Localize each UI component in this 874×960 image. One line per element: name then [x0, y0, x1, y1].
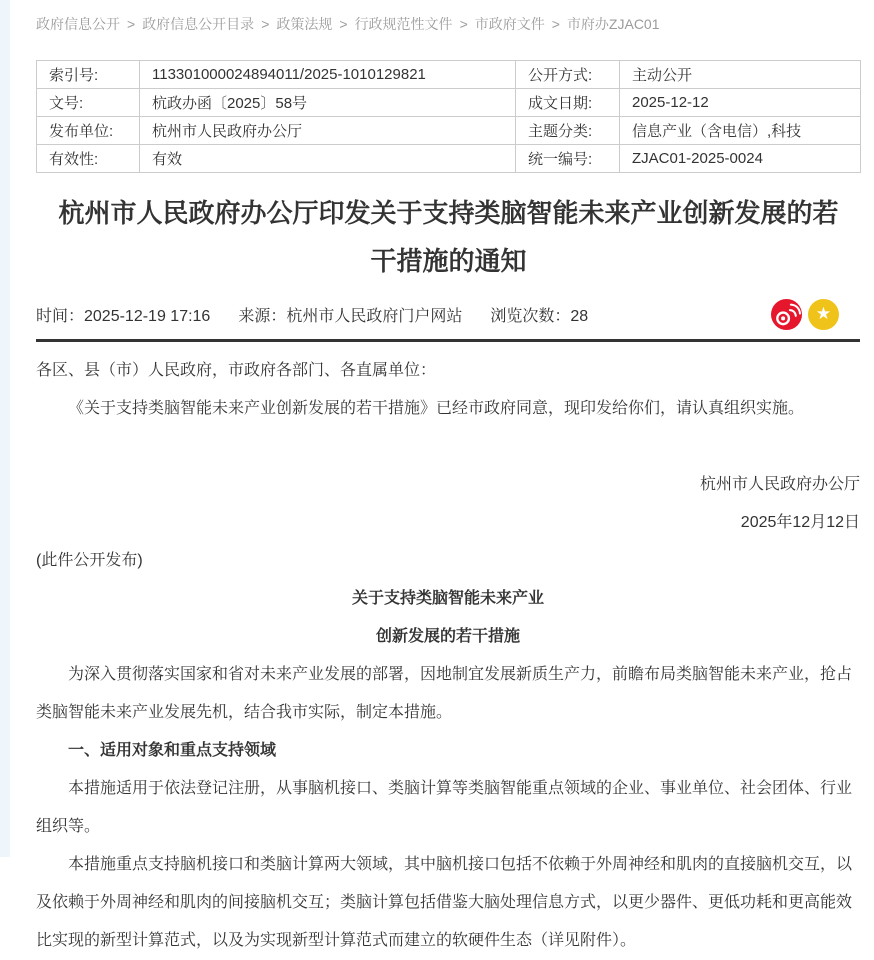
table-row	[37, 89, 861, 117]
field-value: 信息产业（含电信）,科技	[620, 117, 861, 145]
article-paragraph: (此件公开发布)	[36, 552, 143, 569]
article-meta-row	[36, 295, 861, 333]
field-value: 杭政办函〔2025〕58号	[140, 89, 516, 117]
article-paragraph: 《关于支持类脑智能未来产业创新发展的若干措施》已经市政府同意，现印发给你们，请认真组织实施。	[68, 400, 805, 417]
breadcrumb-separator: >	[127, 16, 136, 32]
content-area	[10, 0, 874, 949]
article-paragraph: 一、适用对象和重点支持领域	[68, 742, 277, 759]
breadcrumb-separator: >	[261, 16, 270, 32]
breadcrumb-separator: >	[339, 16, 348, 32]
article-paragraph: 本措施重点支持脑机接口和类脑计算两大领域，其中脑机接口包括不依赖于外周神经和肌肉的直接脑机交互，以及依赖于外周神经和肌肉的间接脑机交互；类脑计算包括借鉴大脑处理信息方式，以更少器件、更低功耗和更高能效比实现的新型计算范式，以及为实现新型计算范式而建立的软硬件生态（详见附件）。	[36, 856, 853, 949]
field-label: 公开方式:	[516, 61, 620, 89]
qzone-star-icon: ★	[815, 303, 832, 323]
meta-item: 时间：2025-12-19 17:16	[36, 307, 211, 325]
breadcrumb-item[interactable]: 政府信息公开目录	[142, 16, 255, 32]
document-info-table	[36, 60, 861, 173]
field-value: 2025-12-12	[620, 89, 861, 117]
breadcrumb-item[interactable]: 政策法规	[276, 16, 333, 32]
share-qzone-button[interactable]	[808, 299, 839, 330]
table-row	[37, 117, 861, 145]
breadcrumb-item[interactable]: 政府信息公开	[36, 16, 120, 32]
field-value: 113301000024894011/2025-1010129821	[140, 61, 516, 89]
field-value: 主动公开	[620, 61, 861, 89]
share-buttons	[771, 299, 861, 330]
article-body	[36, 342, 860, 960]
field-value: 杭州市人民政府办公厅	[140, 117, 516, 145]
field-value: ZJAC01-2025-0024	[620, 145, 861, 173]
article-paragraph: 本措施适用于依法登记注册，从事脑机接口、类脑计算等类脑智能重点领域的企业、事业单位、社会团体、行业组织等。	[36, 780, 853, 835]
field-label: 成文日期:	[516, 89, 620, 117]
page-left-gutter	[0, 0, 10, 857]
breadcrumb-separator: >	[459, 16, 468, 32]
field-label: 文号:	[37, 89, 140, 117]
breadcrumb-item[interactable]: 行政规范性文件	[354, 16, 453, 32]
article-paragraph: 杭州市人民政府办公厅	[699, 476, 860, 493]
article-paragraph: 各区、县（市）人民政府，市政府各部门、各直属单位：	[36, 362, 437, 379]
field-label: 发布单位:	[37, 117, 140, 145]
breadcrumb-separator: >	[551, 16, 560, 32]
article-paragraph: 关于支持类脑智能未来产业	[351, 590, 544, 607]
weibo-icon	[771, 299, 802, 330]
page-title: 杭州市人民政府办公厅印发关于支持类脑智能未来产业创新发展的若干措施的通知	[58, 198, 839, 276]
field-label: 统一编号:	[516, 145, 620, 173]
table-row	[37, 145, 861, 173]
breadcrumb-item[interactable]: 市府办ZJAC01	[566, 16, 660, 32]
breadcrumb-item[interactable]: 市政府文件	[474, 16, 545, 32]
field-value: 有效	[140, 145, 516, 173]
field-label: 主题分类:	[516, 117, 620, 145]
meta-item: 浏览次数：28	[490, 307, 589, 325]
article-meta	[36, 303, 616, 326]
meta-item: 来源：杭州市人民政府门户网站	[238, 307, 463, 325]
field-label: 索引号:	[37, 61, 140, 89]
breadcrumb	[36, 10, 861, 46]
article-paragraph: 为深入贯彻落实国家和省对未来产业发展的部署，因地制宜发展新质生产力，前瞻布局类脑智能未来产业，抢占类脑智能未来产业发展先机，结合我市实际，制定本措施。	[36, 666, 853, 721]
table-row	[37, 61, 861, 89]
field-label: 有效性:	[37, 145, 140, 173]
article-paragraph: 创新发展的若干措施	[375, 628, 520, 645]
share-weibo-button[interactable]	[771, 299, 802, 330]
article-paragraph: 2025年12月12日	[740, 514, 860, 531]
